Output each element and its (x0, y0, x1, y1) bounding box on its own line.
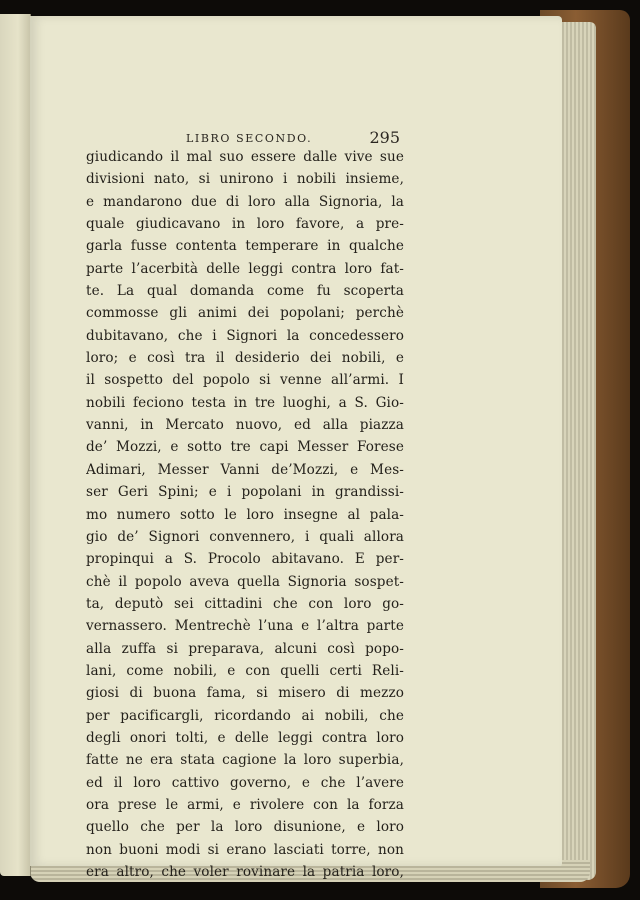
text-line: il sospetto del popolo si venne all’armi. I (86, 372, 404, 389)
text-line: gio de’ Signori convennero, i quali allora (86, 528, 404, 545)
text-line: propinqui a S. Procolo abitavano. E per- (86, 551, 404, 568)
text-line: fatte ne era stata cagione la loro superbia, (86, 752, 404, 769)
text-line: loro; e così tra il desiderio dei nobili, e (86, 350, 404, 367)
text-line: parte l’acerbità delle leggi contra loro fat- (86, 260, 404, 277)
text-line: alla zuffa si preparava, alcuni così popo- (86, 640, 404, 657)
text-line: vanni, in Mercato nuovo, ed alla piazza (86, 417, 404, 434)
text-line: degli onori tolti, e delle leggi contra loro (86, 729, 404, 746)
facing-page-left (0, 14, 31, 876)
text-line: te. La qual domanda come fu scoperta (86, 283, 404, 300)
text-line: quello che per la loro disunione, e loro (86, 819, 404, 836)
text-line: per pacificargli, ricordando ai nobili, che (86, 707, 404, 724)
text-line: garla fusse contenta temperare in qualche (86, 238, 404, 255)
text-line: quale giudicavano in loro favore, a pre- (86, 216, 404, 233)
text-line: e mandarono due di loro alla Signoria, la (86, 193, 404, 210)
text-line: non buoni modi si erano lasciati torre, non (86, 841, 404, 858)
text-line: era altro, che voler rovinare la patria loro, (86, 864, 404, 880)
text-line: lani, come nobili, e con quelli certi Reli- (86, 662, 404, 679)
page-edges-right (556, 22, 596, 880)
text-line: ser Geri Spini; e i popolani in grandissi- (86, 484, 404, 501)
text-line: commosse gli animi dei popolani; perchè (86, 305, 404, 322)
text-line: giudicando il mal suo essere dalle vive sue (86, 149, 404, 165)
text-line: Adimari, Messer Vanni de’Mozzi, e Mes- (86, 461, 404, 478)
text-line: dubitavano, che i Signori la concedessero (86, 327, 404, 344)
text-line: ora prese le armi, e rivolere con la forza (86, 796, 404, 813)
text-line: ta, deputò sei cittadini che con loro go- (86, 595, 404, 612)
text-line: divisioni nato, si unirono i nobili insieme, (86, 171, 404, 188)
text-line: chè il popolo aveva quella Signoria sospet- (86, 573, 404, 590)
text-line: mo numero sotto le loro insegne al pala- (86, 506, 404, 523)
page-number: 295 (369, 128, 400, 147)
text-line: ed il loro cattivo governo, e che l’avere (86, 774, 404, 791)
running-head: LIBRO SECONDO. (186, 132, 313, 145)
text-line: de’ Mozzi, e sotto tre capi Messer Forese (86, 439, 404, 456)
text-line: giosi di buona fama, si misero di mezzo (86, 685, 404, 702)
text-line: vernassero. Mentrechè l’una e l’altra parte (86, 618, 404, 635)
body-text (86, 146, 404, 883)
text-line: nobili feciono testa in tre luoghi, a S. Gio- (86, 394, 404, 411)
